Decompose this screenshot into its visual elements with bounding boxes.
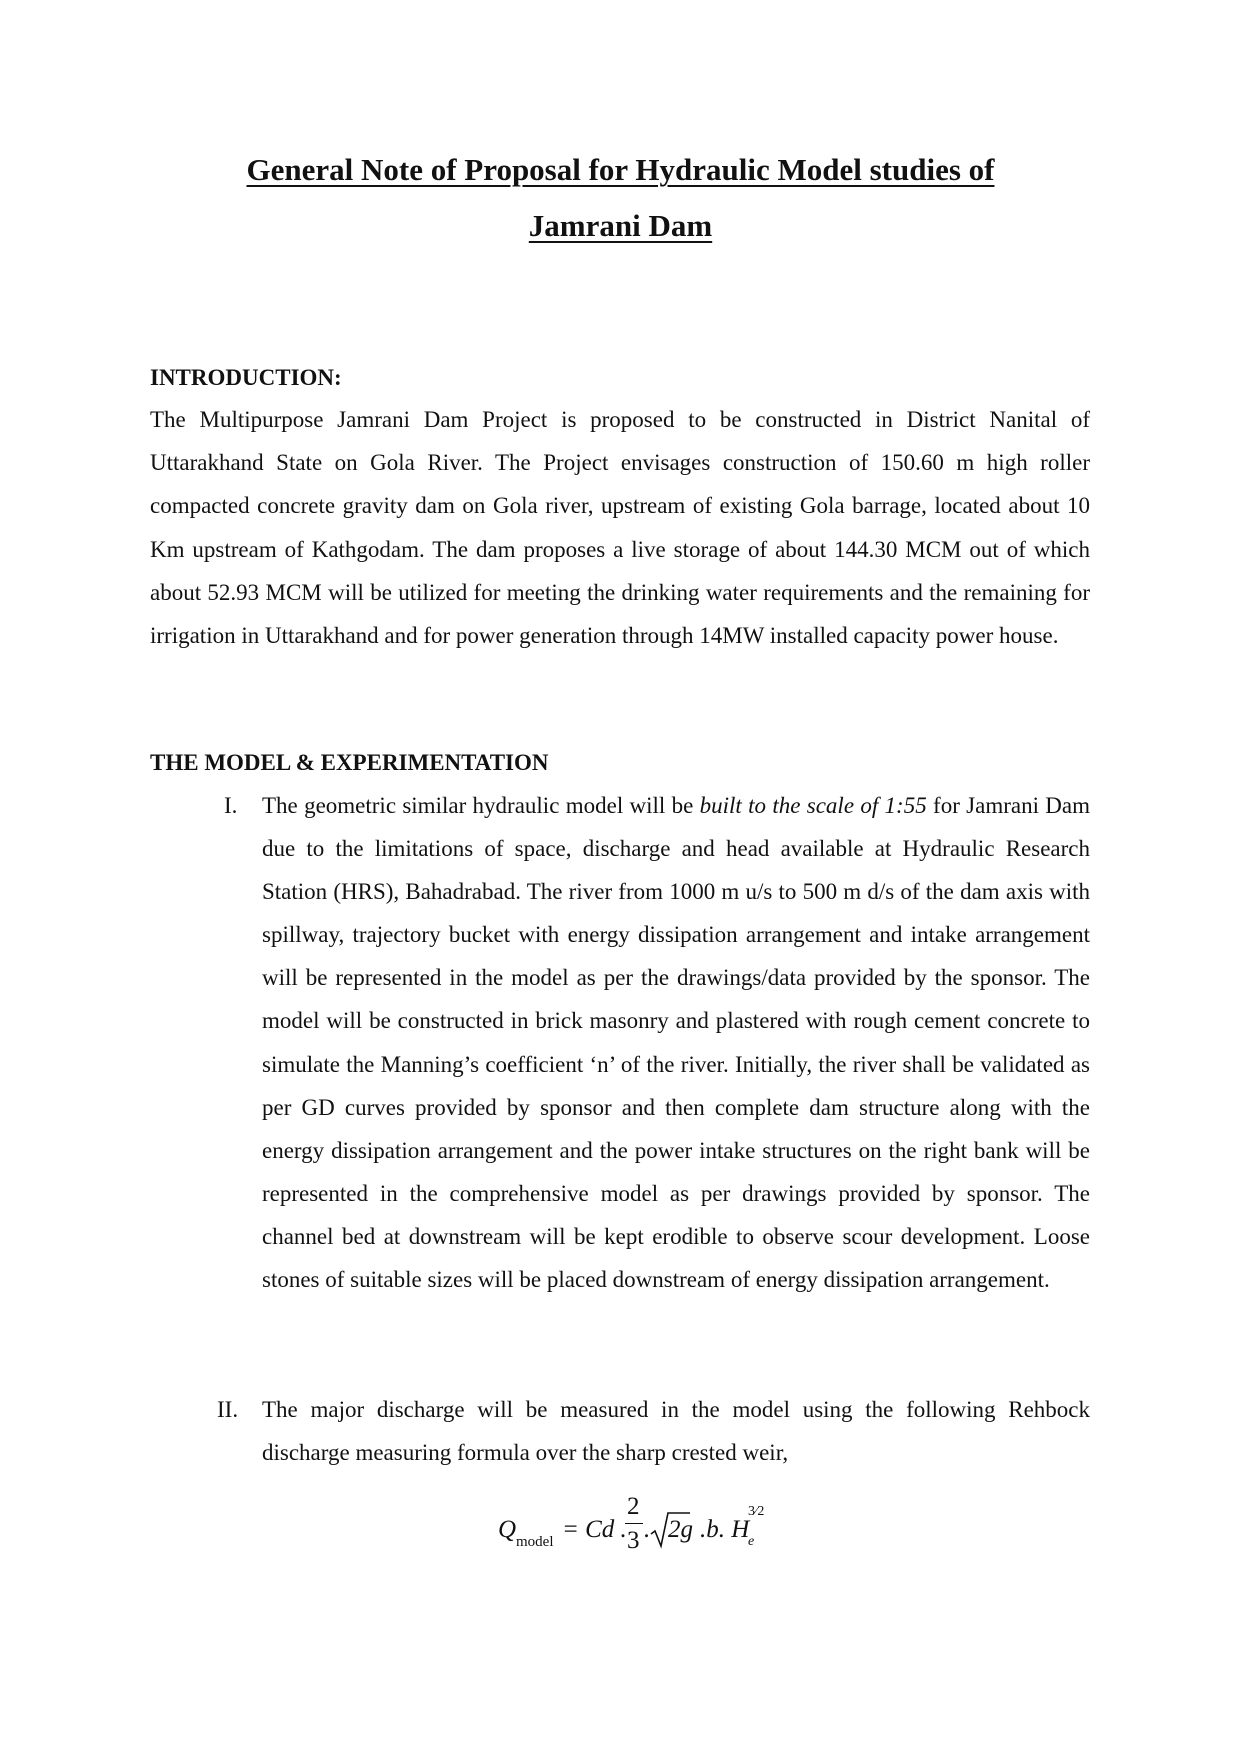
list-item-1-text-a: The geometric similar hydraulic model will be bbox=[262, 793, 700, 818]
list-item-2: The major discharge will be measured in the model using the following Rehbock discharge measuring formula over the sharp crested weir, bbox=[262, 1397, 1090, 1466]
formula-q-subscript: model bbox=[516, 1534, 554, 1550]
list-item-1-italic: built to the scale of 1:55 bbox=[699, 793, 927, 818]
formula-fraction-bar bbox=[625, 1523, 643, 1524]
list-numeral-2: II. bbox=[217, 1397, 239, 1422]
document-title-line-2: Jamrani Dam bbox=[528, 208, 713, 243]
document-title-line-1: General Note of Proposal for Hydraulic Model studies of bbox=[246, 152, 995, 187]
formula-fraction-denominator: 3 bbox=[627, 1527, 640, 1554]
rehbock-formula bbox=[498, 1488, 778, 1564]
introduction-heading: INTRODUCTION: bbox=[150, 365, 342, 390]
model-section-heading: THE MODEL & EXPERIMENTATION bbox=[150, 750, 549, 775]
introduction-paragraph: The Multipurpose Jamrani Dam Project is proposed to be constructed in District Nanital of Uttarakhand State on Gola River. The Project envisages construction of 150.60 m high roller compacted concrete gravity dam on Gola river, upstream of existing Gola barrage, located about 10 Km upstream of Kathgodam. The dam proposes a live storage of about 144.30 MCM out of which about 52.93 MCM will be utilized for meeting the drinking water requirements and the remaining for irrigation in Uttarakhand and for power generation through 14MW installed capacity power house. bbox=[150, 407, 1090, 649]
formula-fraction-numerator: 2 bbox=[627, 1493, 640, 1520]
formula-radicand: 2g bbox=[668, 1516, 693, 1543]
list-item-1 bbox=[262, 784, 1090, 1301]
formula-dot: . bbox=[644, 1516, 651, 1543]
list-numeral-1: I. bbox=[224, 793, 238, 818]
formula-q: Q bbox=[498, 1516, 517, 1543]
formula-equals-cd: = Cd . bbox=[562, 1516, 627, 1543]
list-item-1-text-b: for Jamrani Dam due to the limitations of space, discharge and head available at Hydraulic Research Station (HRS), Bahadrabad. The river from 1000 m u/s to 500 m d/s of the dam axis with spillway, trajectory bucket with energy dissipation arrangement and intake arrangement will be represented in the model as per the drawings/data provided by the sponsor. The model will be constructed in brick masonry and plastered with rough cement concrete to simulate the Manning’s coefficient ‘n’ of the river. Initially, the river shall be validated as per GD curves provided by sponsor and then complete dam structure along with the energy dissipation arrangement and the power intake structures on the right bank will be represented in the comprehensive model as per drawings provided by sponsor. The channel bed at downstream will be kept erodible to observe scour development. Loose stones of suitable sizes will be placed downstream of energy dissipation arrangement. bbox=[262, 793, 1091, 1293]
formula-exponent: 3⁄2 bbox=[748, 1504, 765, 1519]
formula-b-h: .b. H bbox=[700, 1516, 750, 1543]
formula-h-subscript: e bbox=[748, 1534, 755, 1549]
